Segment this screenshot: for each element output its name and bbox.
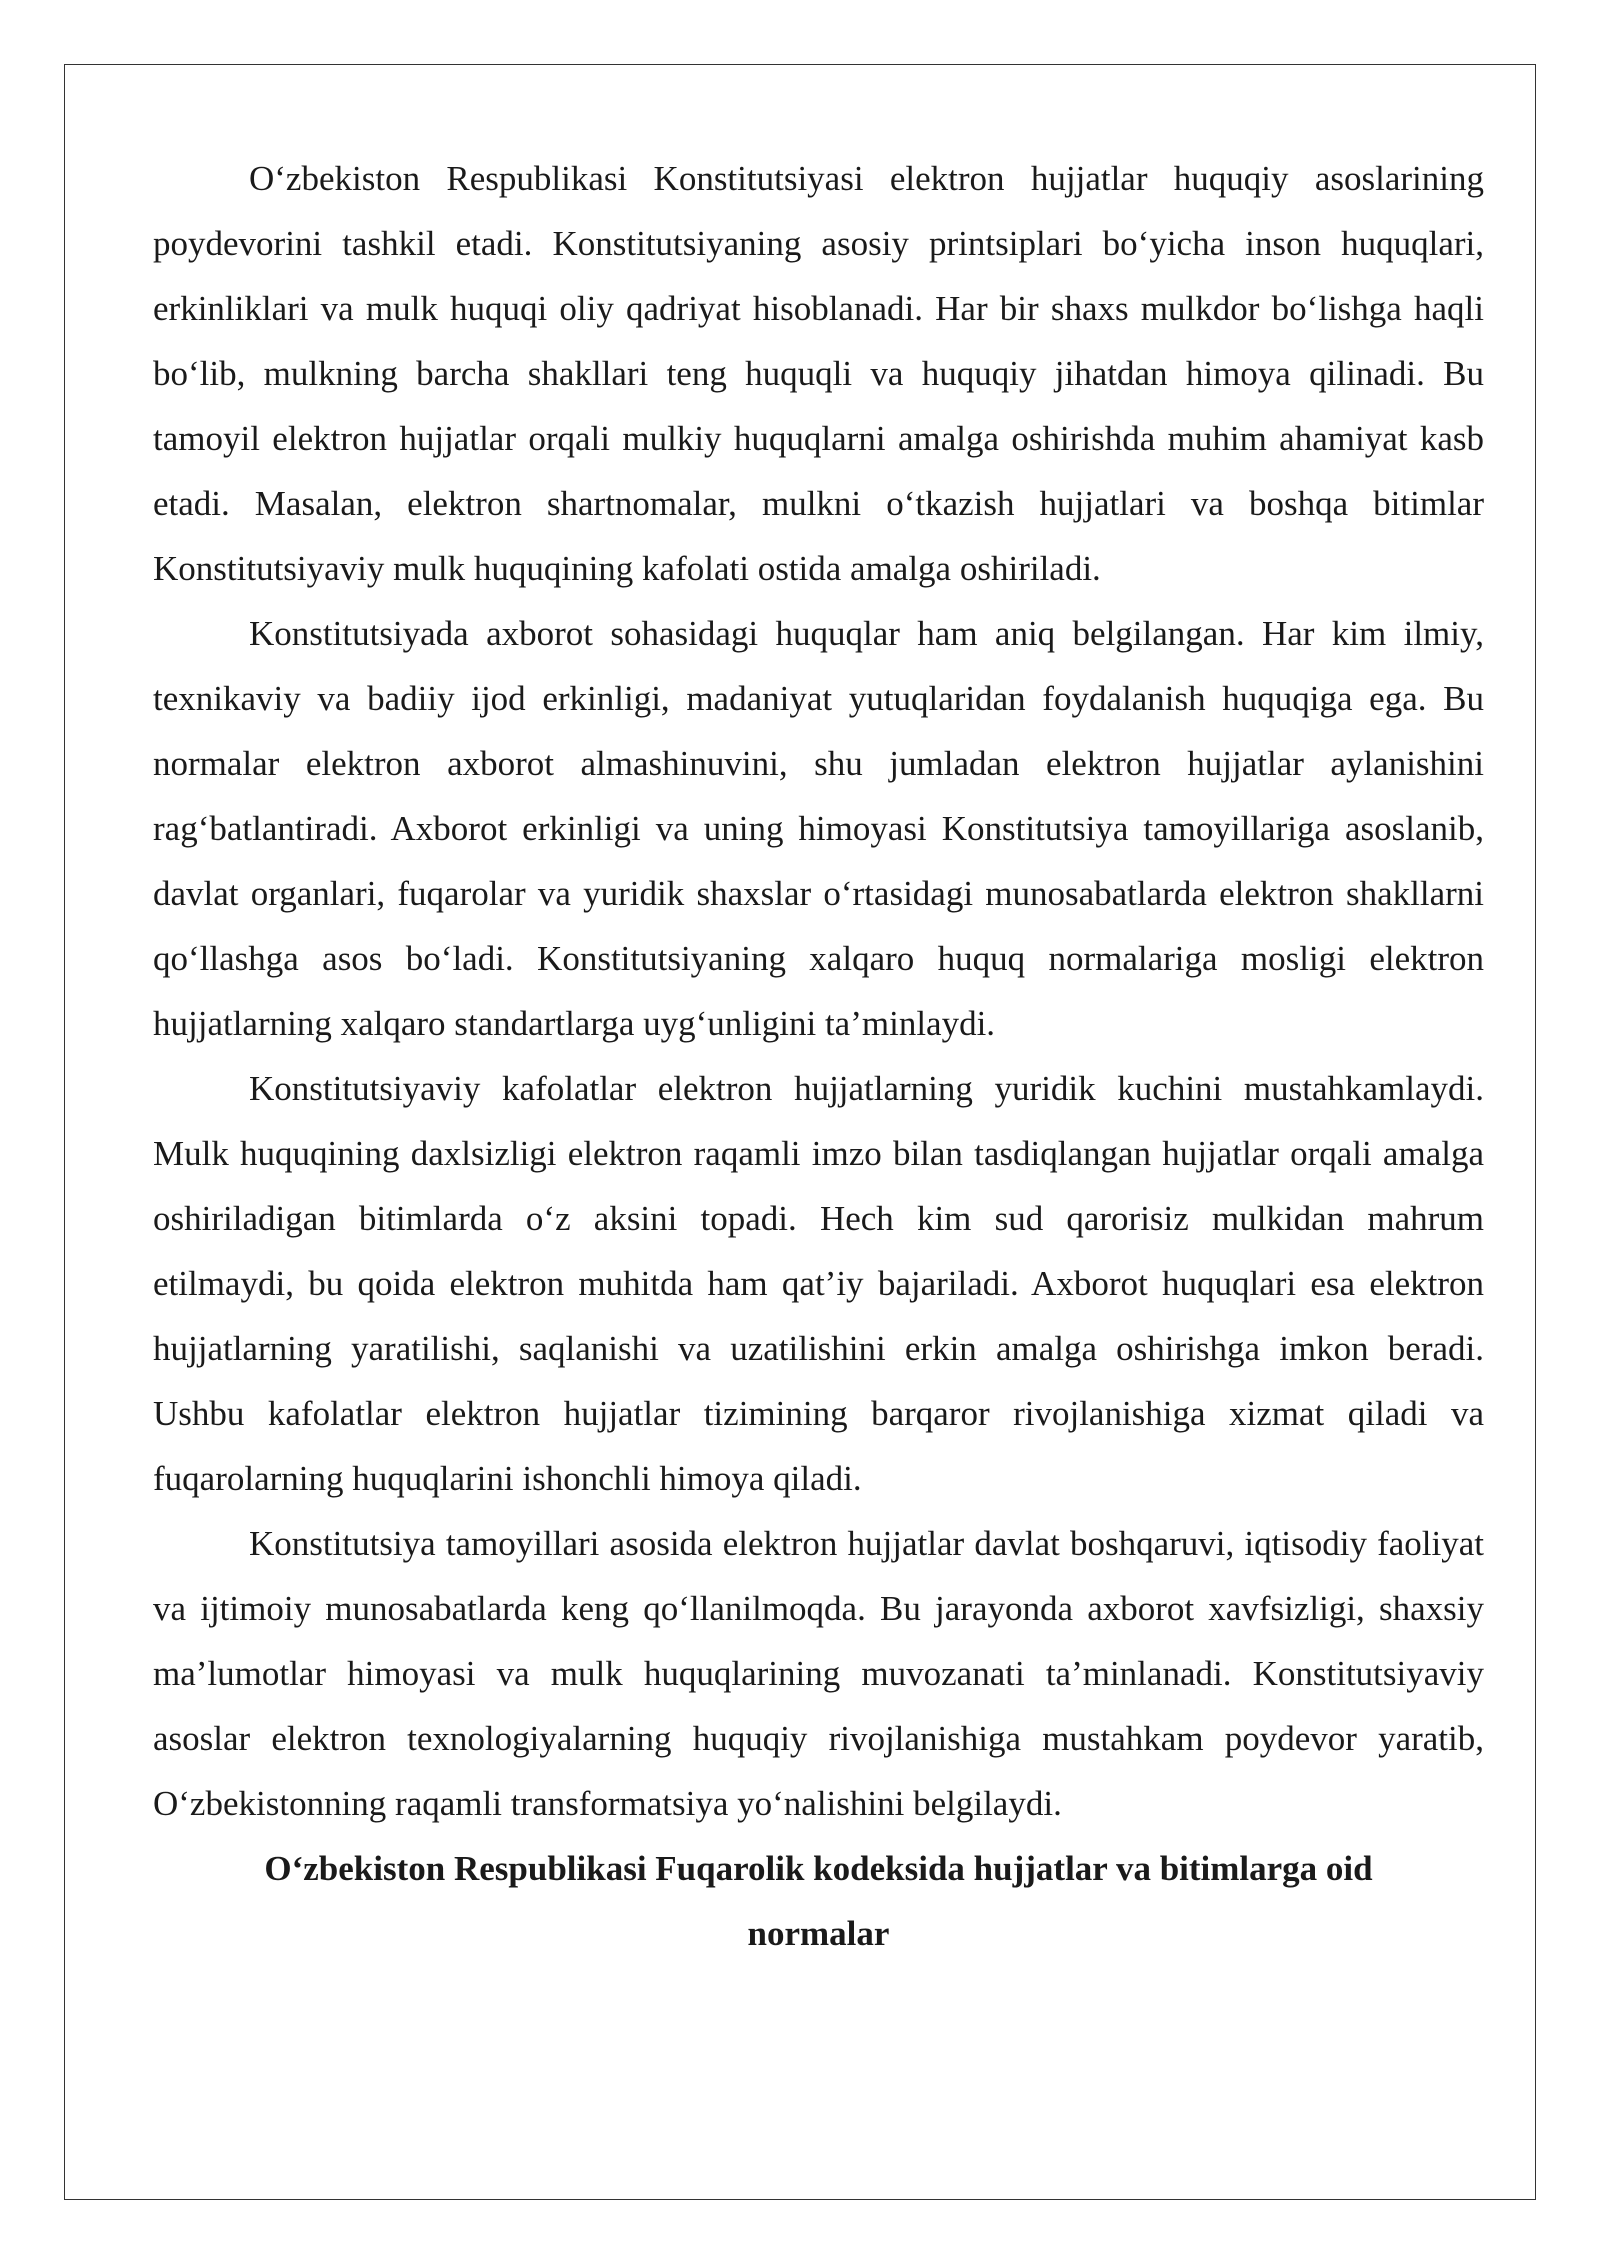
paragraph-constitution-principles: Konstitutsiya tamoyillari asosida elektron hujjatlar davlat boshqaruvi, iqtisodiy faoliyat va ijtimoiy munosabatlarda keng qo‘llanilmoqda. Bu jarayonda axborot xavfsizligi, shaxsiy ma’lumotlar himoyasi va mulk huquqlarining muvozanati ta’minlanadi. Konstitutsiyaviy asoslar elektron texnologiyalarning huquqiy rivojlanishiga mustahkam poydevor yaratib, O‘zbekistonning raqamli transformatsiya yo‘nalishini belgilaydi.	[153, 1524, 1484, 1823]
paragraph-constitutional-guarantees: Konstitutsiyaviy kafolatlar elektron hujjatlarning yuridik kuchini mustahkamlaydi. Mulk huquqining daxlsizligi elektron raqamli imzo bilan tasdiqlangan hujjatlar orqali amalga oshiriladigan bitimlarda o‘z aksini topadi. Hech kim sud qarorisiz mulkidan mahrum etilmaydi, bu qoida elektron muhitda ham qat’iy bajariladi. Axborot huquqlari esa elektron hujjatlarning yaratilishi, saqlanishi va uzatilishini erkin amalga oshirishga imkon beradi. Ushbu kafolatlar elektron hujjatlar tizimining barqaror rivojlanishiga xizmat qiladi va fuqarolarning huquqlarini ishonchli himoya qiladi.	[153, 1069, 1484, 1498]
section-heading: O‘zbekiston Respublikasi Fuqarolik kodeksida hujjatlar va bitimlarga oid normalar	[264, 1849, 1373, 1953]
document-body	[153, 146, 1484, 1966]
paragraph-information-rights: Konstitutsiyada axborot sohasidagi huquqlar ham aniq belgilangan. Har kim ilmiy, texnikaviy va badiiy ijod erkinligi, madaniyat yutuqlaridan foydalanish huquqiga ega. Bu normalar elektron axborot almashinuvini, shu jumladan elektron hujjatlar aylanishini rag‘batlantiradi. Axborot erkinligi va uning himoyasi Konstitutsiya tamoyillariga asoslanib, davlat organlari, fuqarolar va yuridik shaxslar o‘rtasidagi munosabatlarda elektron shakllarni qo‘llashga asos bo‘ladi. Konstitutsiyaning xalqaro huquq normalariga mosligi elektron hujjatlarning xalqaro standartlarga uyg‘unligini ta’minlaydi.	[153, 614, 1484, 1043]
paragraph-constitution-foundation: O‘zbekiston Respublikasi Konstitutsiyasi elektron hujjatlar huquqiy asoslarining poydevorini tashkil etadi. Konstitutsiyaning asosiy printsiplari bo‘yicha inson huquqlari, erkinliklari va mulk huquqi oliy qadriyat hisoblanadi. Har bir shaxs mulkdor bo‘lishga haqli bo‘lib, mulkning barcha shakllari teng huquqli va huquqiy jihatdan himoya qilinadi. Bu tamoyil elektron hujjatlar orqali mulkiy huquqlarni amalga oshirishda muhim ahamiyat kasb etadi. Masalan, elektron shartnomalar, mulkni o‘tkazish hujjatlari va boshqa bitimlar Konstitutsiyaviy mulk huquqining kafolati ostida amalga oshiriladi.	[153, 159, 1484, 588]
